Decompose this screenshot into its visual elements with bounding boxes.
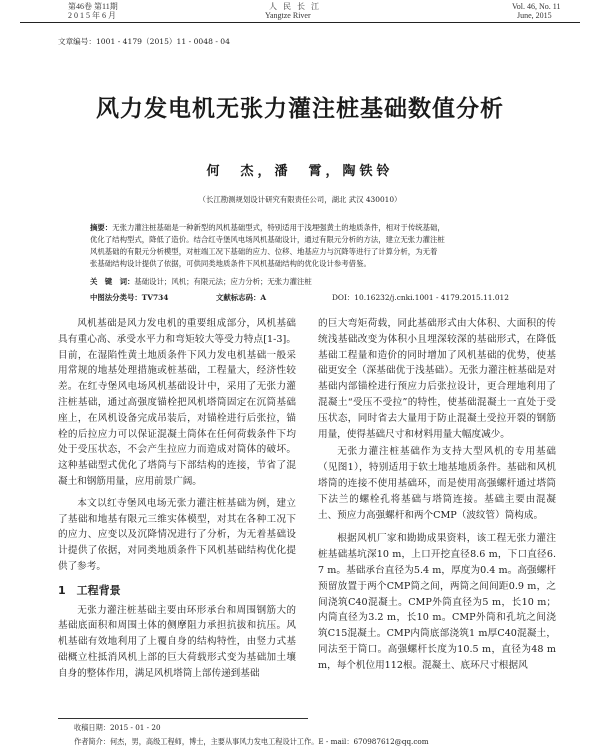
footer-author-intro: 作者简介：何杰，男，高级工程师，博士，主要从事风力发电工程设计工作。E - mail：670987612@qq.com — [74, 737, 429, 746]
clc-number: 中图法分类号：TV734 — [90, 293, 169, 302]
paper-authors: 何 杰，潘 霄，陶铁铃 — [206, 164, 394, 179]
abstract-line-3: 风机基础的有限元分析模型，对桩端工况下基础的应力、位移、地基应力与沉降等进行了计算分析，为无着 — [90, 247, 438, 256]
left-paragraph-1: 风机基础是风力发电机的重要组成部分，风机基础具有重心高、承受水平力和弯矩较大等受力特点[1-3]。目前，在湿陷性黄土地质条件下风力发电机基础一般采用常规的地基处理措施或桩基础，工程量大，经济性较差。在红寺堡风电场风机基础设计中，采用了无张力灌注桩基础，通过高强度锚栓把风机塔筒固定在沉筒基础座上，在风机设备完成吊装后，对锚栓进行后张拉，锚栓的后拉应力可以保证混凝土筒体在任何荷载条件下均处于受压状态，不会产生拉应力而造成对筒体的破坏。这种基础型式优化了塔筒与下部结构的连接，节省了混凝土和钢筋用量，应用前景广阔。 — [58, 318, 296, 487]
document-code: 文献标志码：A — [216, 293, 267, 302]
header-journal-issue: 第46卷 第11期 — [68, 2, 118, 11]
abstract-line-2: 优化了结构型式，降低了造价。结合红寺堡风电场风机基础设计，通过有限元分析的方法，建立无张力灌注桩 — [90, 235, 445, 244]
keywords-text: 基础设计；风机；有限元法；应力分析；无张力灌注桩 — [134, 277, 312, 286]
doi: DOI：10.16232/j.cnki.1001 - 4179.2015.11.012 — [332, 293, 509, 302]
article-number: 文章编号：1001 - 4179（2015）11 - 0048 - 04 — [58, 37, 230, 46]
header-volume: Vol. 46, No. 11 — [512, 2, 561, 11]
abstract-label: 摘要： — [90, 223, 113, 232]
header-journal-name-cn: 人 民 长 江 — [269, 2, 321, 11]
left-paragraph-2: 本文以红寺堡风电场无张力灌注桩基础为例，建立了基础和地基有限元三维实体模型，对其在各种工况下的应力、应变以及沉降情况进行了分析，为无着基础设计提供了依据，对同类地质条件下风机基础结构优化提供了参考。 — [58, 497, 296, 572]
right-column — [318, 316, 556, 674]
header-journal-name-en: Yangtze River — [265, 11, 311, 20]
right-paragraph-2: 无张力灌注桩基础作为支持大型风机的专用基础（见图1），特别适用于软土地基地质条件。基础和风机塔筒的连接不使用基础环，而是使用高强螺杆通过塔筒下法兰的螺栓孔将基础与塔筒连接。基础主要由混凝土、预应力高强螺杆和两个CMP（波纹管）筒构成。 — [318, 446, 556, 521]
footer-rule — [58, 718, 308, 719]
abstract — [90, 222, 445, 270]
header-journal-date: 2 0 1 5 年 6 月 — [68, 11, 116, 20]
paper-title: 风力发电机无张力灌注桩基础数值分析 — [96, 96, 504, 122]
footer-received-date: 收稿日期：2015 - 01 - 20 — [74, 723, 161, 732]
header-rule — [20, 22, 580, 23]
left-column — [58, 316, 296, 682]
keywords — [90, 276, 312, 288]
abstract-line-4: 张基础结构设计提供了依据，可供同类地质条件下风机基础结构的优化设计参考借鉴。 — [90, 259, 371, 268]
left-paragraph-3: 无张力灌注桩基础主要由环形承台和周围钢筋大的基础底面积和周围土体的侧摩阻力承担抗拔和抗压。风机基础有效地利用了上覆自身的结构特性，由竖力式基础概立柱抵消风机上部的巨大荷载形式变为基础加土壤自身的整体作用，满足风机塔筒上部传递到基础 — [58, 604, 296, 679]
abstract-line-1: 无张力灌注桩基础是一种新型的风机基础型式，特别适用于浅埋强黄土的地质条件，相对于传统基础， — [112, 223, 445, 232]
keywords-label: 关 键 词： — [90, 277, 135, 286]
header-date: June, 2015 — [517, 11, 552, 20]
section-heading-engineering-background: 1 工程背景 — [58, 583, 121, 597]
right-paragraph-1: 的巨大弯矩荷载，同此基础形式由大体积、大面积的传统浅基础改变为体积小且埋深较深的基础形式，在降低基础工程量和造价的同时增加了风机基础的优势，使基础更安全（深基础优于浅基础）。无张力灌注桩基础是对基础内部锚栓进行预应力后张拉设计，更合理地利用了混凝土“受压不受拉”的特性，使基础混凝土一直处于受压状态，同时省去大量用于防止混凝土受拉开裂的钢筋用量，使得基础尺寸和材料用量大幅度减少。 — [318, 318, 556, 440]
paper-affiliation: （长江勘测规划设计研究有限责任公司，湖北 武汉 430010） — [198, 195, 402, 204]
right-paragraph-3: 根据风机厂家和勘勘成果资料，该工程无张力灌注桩基础基坑深10 m，上口开挖直径8.6 m，下口直径6.7 m。基础承台直径为5.4 m，厚度为0.4 m。高强螺杆预留放置于两个CMP筒之间，两筒之间间距0.9 m，之间浇筑C40混凝土。CMP外筒直径为5 m，长10 m；内筒直径为3.2 m，长10 m。CMP外筒和孔坑之间浇筑C15混凝土。CMP内筒底部浇筑1 m厚C40混凝土，同法至于筒口。高强螺杆长度为10.5 m，直径为48 mm，每个机位用112根。混凝土、底环尺寸根据风 — [318, 533, 556, 671]
